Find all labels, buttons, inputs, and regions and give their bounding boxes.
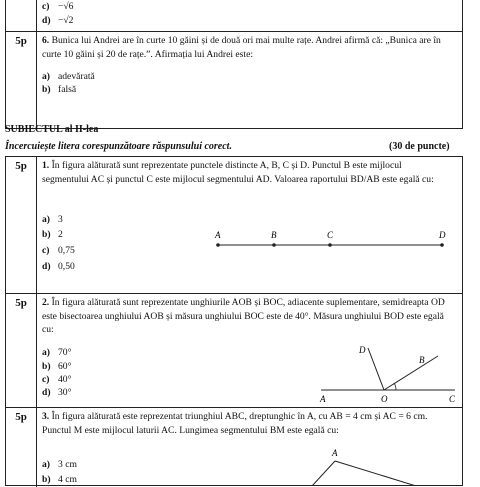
triangle-figure <box>306 446 456 486</box>
question-points: 5p <box>6 408 37 487</box>
label-c: C <box>449 394 456 404</box>
points-on-line-figure <box>206 227 456 257</box>
label-a: A <box>320 394 326 404</box>
label-b: B <box>271 230 277 240</box>
option-a[interactable]: a) 3 cm <box>42 459 77 470</box>
option-b[interactable]: b) 4 cm <box>42 474 77 485</box>
option-b[interactable]: b) falsă <box>42 84 77 95</box>
option-d[interactable]: d) 30° <box>42 387 72 398</box>
part1-table <box>5 0 463 129</box>
question-3-row <box>6 407 462 487</box>
option-c[interactable]: c) −√6 <box>42 1 74 12</box>
part2-table <box>5 156 463 486</box>
option-c[interactable]: c) 0,75 <box>42 245 75 256</box>
option-a[interactable]: a) 3 <box>42 214 63 225</box>
section-score: (30 de puncte) <box>389 141 450 152</box>
question-1-row <box>6 157 462 293</box>
label-c: C <box>327 230 334 240</box>
question-2-row <box>6 293 462 407</box>
question-text: 6. Bunica lui Andrei are în curte 10 găini și de două ori mai multe rațe. Andrei afirmă că: „Bunica are în curte 10 găini și 20 de rațe.”. Afirmația lui Andrei este: <box>42 35 441 60</box>
section-instruction: Încercuiește litera corespunzătoare răspunsului corect. <box>5 141 232 152</box>
question-6-row <box>6 31 462 128</box>
question-points: 5p <box>6 32 37 128</box>
label-d: D <box>439 230 446 240</box>
option-a[interactable]: a) 70° <box>42 347 72 358</box>
question-points: 5p <box>6 157 37 293</box>
label-b: B <box>419 355 425 365</box>
angles-figure <box>311 344 461 406</box>
label-d: D <box>359 345 366 355</box>
label-a: A <box>215 230 221 240</box>
option-a[interactable]: a) adevărată <box>42 71 95 82</box>
question-text: 3. În figura alăturată este reprezentat triunghiul ABC, dreptunghic în A, cu AB = 4 cm și AC = 6 cm. Punctul M este mijlocul laturii AC. Lungimea segmentului BM este egală cu: <box>42 411 428 436</box>
question-text: 1. În figura alăturată sunt reprezentate punctele distincte A, B, C și D. Punctul B este mijlocul segmentului AC și punctul C este mijlocul segmentului AD. Valoarea raportului BD/AB este egală cu: <box>42 160 434 185</box>
part1-points-blank <box>6 0 37 31</box>
section-title: SUBIECTUL al II-lea <box>5 124 99 135</box>
label-o: O <box>381 394 388 404</box>
question-text: 2. În figura alăturată sunt reprezentate unghiurile AOB și BOC, adiacente suplementare, semidreapta OD este bisectoarea unghiului AOB și măsura unghiului BOC este de 40°. Măsura unghiului BOD este egală cu: <box>42 297 445 335</box>
option-d[interactable]: d) −√2 <box>42 15 74 26</box>
option-d[interactable]: d) 0,50 <box>42 261 75 272</box>
option-b[interactable]: b) 2 <box>42 229 63 240</box>
question-points: 5p <box>6 294 37 407</box>
option-c[interactable]: c) 40° <box>42 374 72 385</box>
option-b[interactable]: b) 60° <box>42 361 72 372</box>
label-a: A <box>332 448 338 458</box>
